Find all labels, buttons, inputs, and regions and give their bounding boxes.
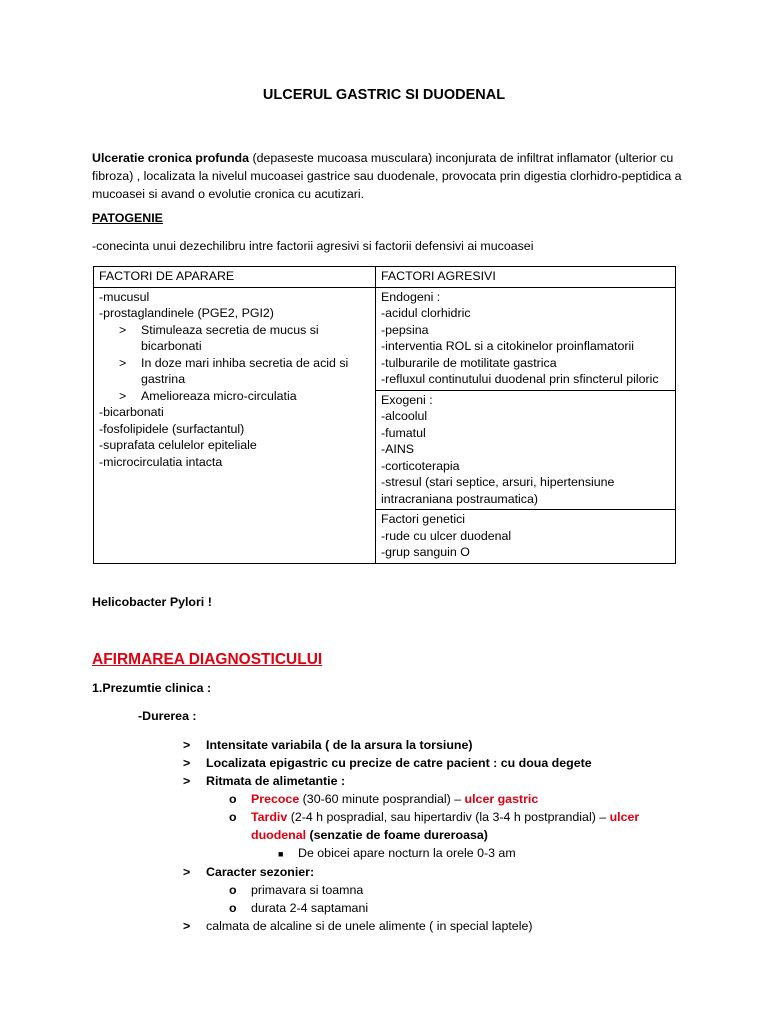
aggressive-item: -AINS (381, 442, 415, 457)
endogeni-title: Endogeni : (381, 289, 441, 304)
defense-subitem: > Stimuleaza secretia de mucus si bicarbonati (119, 322, 319, 353)
header-aggressive: FACTORI AGRESIVI (376, 267, 676, 288)
circle-marker: o (229, 792, 237, 806)
defense-item: -mucusul (99, 289, 150, 304)
defense-item: -suprafata celulelor epiteliale (99, 438, 257, 452)
arrow-marker: > (183, 756, 191, 770)
sub-item-tardiv: o Tardiv (2-4 h pospradial, sau hipertardiv (la 3-4 h postprandial) – ulcer duodenal (senzatie de foame dureroasa) (229, 810, 640, 842)
sub-item: o primavara si toamna (229, 883, 364, 897)
intro-rest: (depaseste mucoasa musculara) inconjurata de infiltrat inflamator (ulterior cu fibroza) , localizata la nivelul mucoasei gastrice sau duodenale, provocata prin digestia clorhidro-peptidica a mucoasei si avand o evolutie cronica cu acutizari. (92, 151, 682, 201)
header-defense: FACTORI DE APARARE (94, 267, 376, 288)
defense-subitem: > In doze mari inhiba secretia de acid si gastrina (119, 355, 349, 386)
genetici-title: Factori genetici (381, 512, 466, 527)
circle-marker: o (229, 883, 237, 897)
arrow-marker: > (183, 865, 191, 879)
exogeni-cell (376, 390, 676, 510)
exogeni-title: Exogeni : (381, 392, 433, 407)
prezumtie-heading: 1.Prezumtie clinica : (92, 681, 212, 695)
defense-item: -fosfolipidele (surfactantul) (99, 421, 245, 436)
list-item: > Ritmata de alimetantie : (183, 774, 346, 788)
intro-paragraph (92, 149, 682, 203)
aggressive-item: -pepsina (381, 322, 429, 337)
list-item: > Intensitate variabila ( de la arsura la torsiune) (183, 738, 473, 752)
defense-item: -bicarbonati (99, 405, 164, 419)
page-title: ULCERUL GASTRIC SI DUODENAL (262, 87, 506, 103)
arrow-marker: > (119, 355, 127, 370)
symptom-list (183, 736, 683, 935)
aggressive-item: -grup sanguin O (381, 545, 470, 560)
arrow-marker: > (183, 738, 191, 752)
patogenie-heading: PATOGENIE (92, 211, 163, 225)
factors-table (93, 266, 676, 564)
sub-sub-item: ■ De obicei apare nocturn la orele 0-3 am (183, 844, 683, 863)
aggressive-item: -acidul clorhidric (381, 306, 471, 320)
diagnostic-heading: AFIRMAREA DIAGNOSTICULUI (92, 651, 323, 668)
aggressive-item: -interventia ROL si a citokinelor proinflamatorii (381, 339, 634, 353)
aggressive-item: -alcoolul (381, 409, 428, 424)
endogeni-cell (376, 287, 676, 390)
defense-item: -microcirculatia intacta (99, 454, 223, 469)
helicobacter-note: Helicobacter Pylori ! (92, 595, 212, 609)
list-item: > calmata de alcaline si de unele alimente ( in special laptele) (183, 919, 533, 933)
aggressive-item: -tulburarile de motilitate gastrica (381, 355, 557, 370)
defense-cell (94, 287, 376, 564)
aggressive-item: -refluxul continutului duodenal prin sfincterul piloric (381, 372, 659, 386)
circle-marker: o (229, 901, 237, 915)
square-bullet-icon: ■ (278, 849, 284, 859)
arrow-marker: > (183, 919, 191, 933)
patogenie-text: -conecinta unui dezechilibru intre factorii agresivi si factorii defensivi ai mucoasei (92, 239, 534, 253)
arrow-marker: > (119, 322, 127, 337)
genetici-cell (376, 510, 676, 564)
durerea-heading: -Durerea : (138, 709, 197, 723)
aggressive-item: -stresul (stari septice, arsuri, hipertensiune intracraniana postraumatica) (381, 475, 615, 506)
aggressive-item: -fumatul (381, 425, 426, 440)
list-item: > Localizata epigastric cu precize de catre pacient : cu doua degete (183, 756, 592, 770)
circle-marker: o (229, 810, 237, 824)
aggressive-item: -corticoterapia (381, 458, 460, 473)
defense-item: -prostaglandinele (PGE2, PGI2) (99, 306, 274, 320)
arrow-marker: > (183, 774, 191, 788)
intro-bold: Ulceratie cronica profunda (92, 151, 249, 165)
sub-item: o durata 2-4 saptamani (229, 901, 369, 915)
sub-item-precoce: o Precoce (30-60 minute posprandial) – ulcer gastric (229, 792, 539, 806)
defense-subitem: > Amelioreaza micro-circulatia (119, 388, 297, 403)
list-item: > Caracter sezonier: (183, 865, 315, 879)
aggressive-item: -rude cu ulcer duodenal (381, 528, 512, 543)
arrow-marker: > (119, 388, 127, 403)
